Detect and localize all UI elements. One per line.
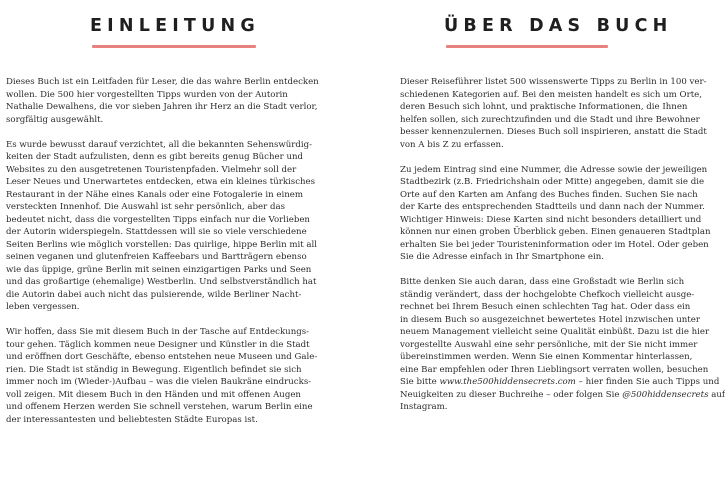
text-line: können nur einen groben Überblick geben. Einen genaueren Stadtplan [400, 227, 711, 237]
text-line: Dieser Reiseführer listet 500 wissenswerte Tipps zu Berlin in 100 ver- [400, 77, 707, 87]
text-line: Restaurant in der Nähe eines Kanals oder eine Fotogalerie in einem [6, 189, 303, 200]
paragraph [400, 76, 716, 151]
text-line: Websites zu den ausgetretenen Touristenpfaden. Vielmehr soll der [6, 164, 297, 175]
page-heading-about-book: ÜBER DAS BUCH [444, 15, 673, 36]
heading-underline [446, 45, 608, 48]
text-line: eine Bar empfehlen oder Ihren Lieblingsort verraten wollen, besuchen [400, 364, 709, 375]
text-line: die Autorin dabei auch nicht das pulsierende, wilde Berliner Nacht- [6, 289, 302, 300]
text-line: Es wurde bewusst darauf verzichtet, all die bekannten Sehenswürdig- [6, 139, 313, 150]
introduction-body [6, 76, 346, 439]
text-line: keiten der Stadt aufzulisten, denn es gibt bereits genug Bücher und [6, 152, 304, 162]
text-line: Wir hoffen, dass Sie mit diesem Buch in der Tasche auf Entdeckungs- [6, 327, 310, 337]
paragraph [400, 276, 725, 414]
link-text: www.the500hiddensecrets.com [439, 377, 576, 387]
text-line: Nathalie Dewalhens, die vor sieben Jahren ihr Herz an die Stadt verlor, [6, 102, 318, 112]
text-line: bedeutet nicht, dass die vorgestellten Tipps einfach nur die Vorlieben [6, 214, 310, 225]
paragraph [6, 76, 346, 126]
text-line: besser kennenzulernen. Dieses Buch soll inspirieren, anstatt die Stadt [400, 127, 707, 137]
text-line: der Karte des entsprechenden Stadtteils und dann nach der Nummer. [400, 202, 705, 212]
text-line: wollen. Die 500 hier vorgestellten Tipps wurden von der Autorin [6, 89, 288, 100]
text-line: ständig verändert, dass der hochgelobte Chefkoch vielleicht ausge- [400, 289, 695, 300]
text-line: vorgestellte Auswahl eine sehr persönliche, mit der Sie nicht immer [400, 339, 698, 350]
text-line: Bitte denken Sie auch daran, dass eine Großstadt wie Berlin sich [400, 277, 685, 287]
text-line: übereinstimmen werden. Wenn Sie einen Kommentar hinterlassen, [400, 352, 693, 362]
text-line: erhalten Sie bei jeder Touristeninformation oder im Hotel. Oder geben [400, 239, 709, 250]
text-line: Neuigkeiten zu dieser Buchreihe – oder folgen Sie @500hiddensecrets auf [400, 389, 725, 400]
heading-underline [92, 45, 256, 48]
paragraph [400, 164, 716, 264]
text-line: neuem Management vielleicht seine Qualität einbüßt. Dazu ist die hier [400, 327, 710, 337]
text-line: in diesem Buch so ausgezeichnet bewertetes Hotel inzwischen unter [400, 314, 700, 325]
text-line: leben vergessen. [6, 302, 80, 312]
text-line: deren Besuch sich lohnt, und praktische Informationen, die Ihnen [400, 102, 688, 112]
paragraph [6, 326, 346, 426]
text-line: wie das üppige, grüne Berlin mit seinen einzigartigen Parks und Seen [6, 264, 312, 275]
text-line: der interessantesten und beliebtesten Städte Europas ist. [6, 414, 258, 425]
text-line: Orte auf den Karten am Anfang des Buches finden. Suchen Sie nach [400, 189, 698, 200]
text-line: und eröffnen dort Geschäfte, ebenso entstehen neue Museen und Gale- [6, 352, 318, 362]
text-line: Zu jedem Eintrag sind eine Nummer, die Adresse sowie der jeweiligen [400, 164, 708, 175]
about-book-body [400, 76, 725, 426]
text-line: immer noch im (Wieder-)Aufbau – was die vielen Baukräne eindrucks- [6, 377, 312, 387]
text-line: voll zeigen. Mit diesem Buch in den Händen und mit offenen Augen [6, 389, 301, 400]
text-line: schiedenen Kategorien auf. Bei den meisten handelt es sich um Orte, [400, 89, 702, 100]
text-line: versteckten Innenhof. Die Auswahl ist sehr persönlich, aber das [6, 202, 285, 212]
link-text: @500hiddensecrets [622, 389, 709, 400]
text-line: Leser Neues und Unerwartetes entdecken, etwa ein kleines türkisches [6, 177, 316, 187]
text-line: tour gehen. Täglich kommen neue Designer und Künstler in die Stadt [6, 339, 310, 350]
text-line: Stadtbezirk (z.B. Friedrichshain oder Mitte) angegeben, damit sie die [400, 177, 705, 187]
text-line: Dieses Buch ist ein Leitfaden für Leser, die das wahre Berlin entdecken [6, 77, 319, 87]
text-line: seinen veganen und glutenfreien Kaffeebars und Bartträgern ebenso [6, 252, 307, 262]
text-line: Wichtiger Hinweis: Diese Karten sind nicht besonders detailliert und [400, 214, 702, 225]
page-introduction [6, 0, 350, 480]
text-line: helfen sollen, sich zurechtzufinden und die Stadt und ihre Bewohner [400, 114, 700, 125]
text-line: von A bis Z zu erfassen. [400, 139, 504, 150]
page-heading-introduction: EINLEITUNG [90, 15, 260, 36]
text-line: und das großartige (ehemalige) Westberlin. Und selbstverständlich hat [6, 277, 317, 287]
text-line: und offenem Herzen werden Sie schnell verstehen, warum Berlin eine [6, 402, 313, 412]
text-line: Instagram. [400, 402, 448, 412]
text-line: Seiten Berlins wie möglich vorstellen: Das quirlige, hippe Berlin mit all [6, 239, 318, 250]
text-line: rien. Die Stadt ist ständig in Bewegung. Eigentlich befindet sie sich [6, 364, 302, 375]
text-line: Sie bitte www.the500hiddensecrets.com – hier finden Sie auch Tipps und [400, 377, 720, 387]
text-line: rechnet bei Ihrem Besuch einen schlechten Tag hat. Oder dass ein [400, 302, 691, 312]
text-line: der Autorin widerspiegeln. Stattdessen will sie so viele verschiedene [6, 227, 307, 237]
paragraph [6, 139, 346, 314]
text-line: sorgfältig ausgewählt. [6, 114, 104, 125]
text-line: Sie die Adresse einfach in Ihr Smartphone ein. [400, 252, 604, 262]
page-about-book [400, 0, 725, 480]
